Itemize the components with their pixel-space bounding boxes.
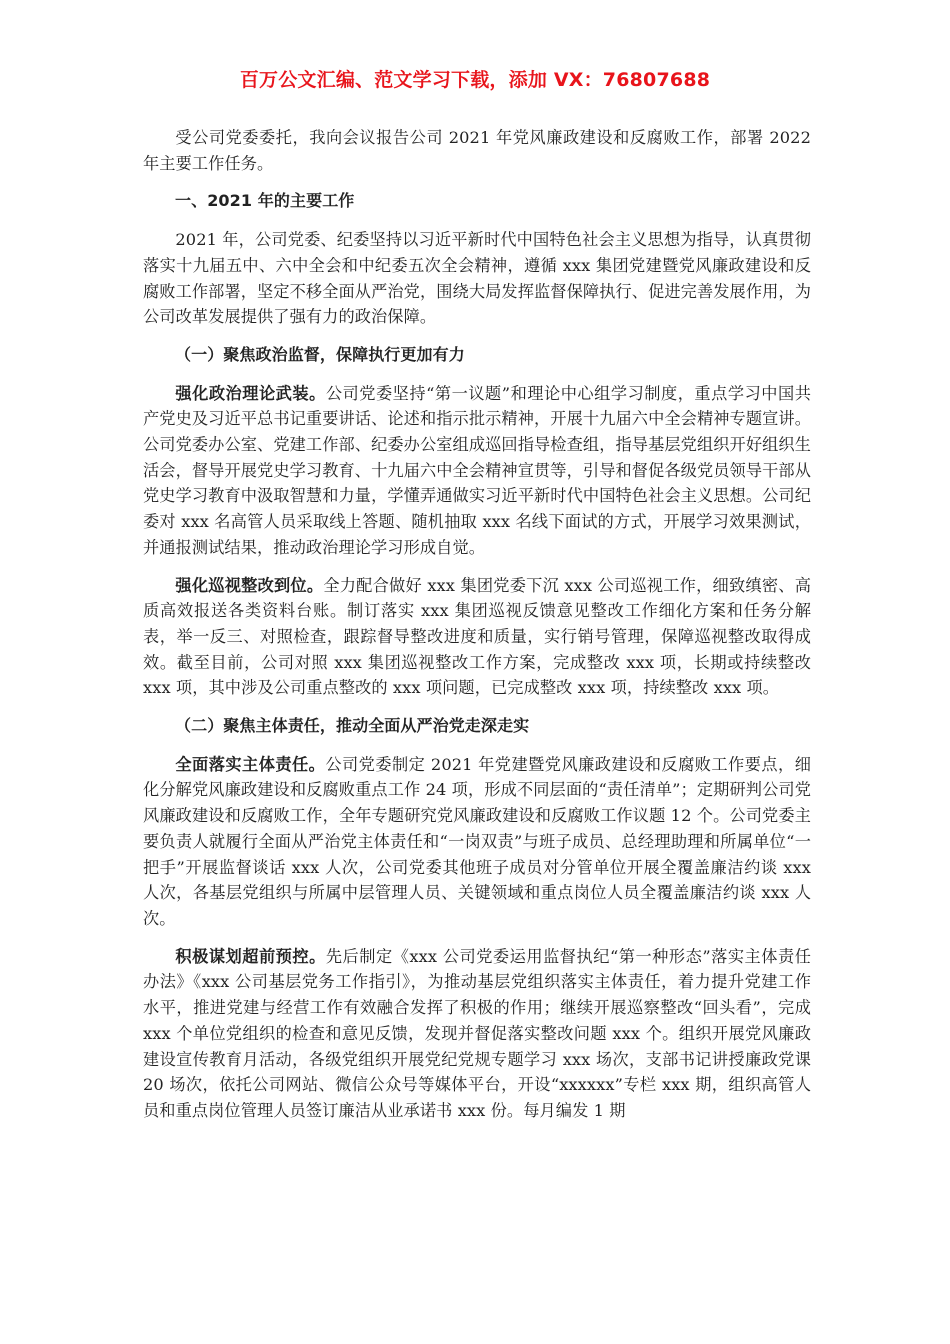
paragraph-lead: 全面落实主体责任。: [175, 754, 326, 774]
paragraph-inspection: [143, 573, 811, 702]
paragraph-lead: 积极谋划超前预控。: [175, 946, 326, 966]
paragraph-theory: [143, 381, 811, 561]
paragraph-body: 先后制定《xxx 公司党委运用监督执纪“第一种形态”落实主体责任办法》《xxx 公司基层党务工作指引》，为推动基层党组织落实主体责任，着力提升党建工作水平，推进党建与经营工作有效融合发挥了积极的作用；继续开展巡察整改“回头看”，完成 xxx 个单位党组织的检查和意见反馈，发现并督促落实整改问题 xxx 个。组织开展党风廉政建设宣传教育月活动，各级党组织开展党纪党规专题学习 xxx 场次，支部书记讲授廉政党课 20 场次，依托公司网站、微信公众号等媒体平台，开设“xxxxxx”专栏 xxx 期，组织高管人员和重点岗位管理人员签订廉洁从业承诺书 xxx 份。每月编发 1 期: [143, 946, 811, 1120]
subsection-heading-1: （一）聚焦政治监督，保障执行更加有力: [175, 344, 465, 364]
summary-paragraph: 2021 年，公司党委、纪委坚持以习近平新时代中国特色社会主义思想为指导，认真贯彻落实十九届五中、六中全会和中纪委五次全会精神，遵循 xxx 集团党建暨党风廉政建设和反腐败工作部署，坚定不移全面从严治党，围绕大局发挥监督保障执行、促进完善发展作用，为公司改革发展提供了强有力的政治保障。: [143, 230, 811, 327]
watermark-banner: 百万公文汇编、范文学习下载，添加 VX：76807688: [239, 69, 711, 91]
document-body: [143, 125, 811, 1136]
paragraph-lead: 强化政治理论武装。: [175, 383, 326, 403]
paragraph-body: 公司党委坚持“第一议题”和理论中心组学习制度，重点学习中国共产党史及习近平总书记重要讲话、论述和指示批示精神，开展十九届六中全会精神专题宣讲。公司党委办公室、党建工作部、纪委办公室组成巡回指导检查组，指导基层党组织开好组织生活会，督导开展党史学习教育、十九届六中全会精神宣贯等，引导和督促各级党员领导干部从党史学习教育中汲取智慧和力量，学懂弄通做实习近平新时代中国特色社会主义思想。公司纪委对 xxx 名高管人员采取线上答题、随机抽取 xxx 名线下面试的方式，开展学习效果测试，并通报测试结果，推动政治理论学习形成自觉。: [143, 383, 811, 557]
intro-paragraph: 受公司党委委托，我向会议报告公司 2021 年党风廉政建设和反腐败工作，部署 2022 年主要工作任务。: [143, 128, 811, 173]
paragraph-prevention: [143, 944, 811, 1124]
paragraph-responsibility: [143, 752, 811, 932]
subsection-heading-2: （二）聚焦主体责任，推动全面从严治党走深走实: [175, 716, 530, 736]
paragraph-lead: 强化巡视整改到位。: [175, 575, 324, 595]
paragraph-body: 公司党委制定 2021 年党建暨党风廉政建设和反腐败工作要点，细化分解党风廉政建设和反腐败重点工作 24 项，形成不同层面的“责任清单”；定期研判公司党风廉政建设和反腐败工作，全年专题研究党风廉政建设和反腐败工作议题 12 个。公司党委主要负责人就履行全面从严治党主体责任和“一岗双责”与班子成员、总经理助理和所属单位“一把手”开展监督谈话 xxx 人次，公司党委其他班子成员对分管单位开展全覆盖廉洁约谈 xxx 人次，各基层党组织与所属中层管理人员、关键领域和重点岗位人员全覆盖廉洁约谈 xxx 人次。: [143, 754, 811, 928]
section-heading: 一、2021 年的主要工作: [175, 191, 355, 211]
paragraph-body: 全力配合做好 xxx 集团党委下沉 xxx 公司巡视工作，细致缜密、高质高效报送各类资料台账。制订落实 xxx 集团巡视反馈意见整改工作细化方案和任务分解表，举一反三、对照检查，跟踪督导整改进度和质量，实行销号管理，保障巡视整改取得成效。截至目前，公司对照 xxx 集团巡视整改工作方案，完成整改 xxx 项，长期或持续整改 xxx 项，其中涉及公司重点整改的 xxx 项问题，已完成整改 xxx 项，持续整改 xxx 项。: [143, 575, 811, 698]
